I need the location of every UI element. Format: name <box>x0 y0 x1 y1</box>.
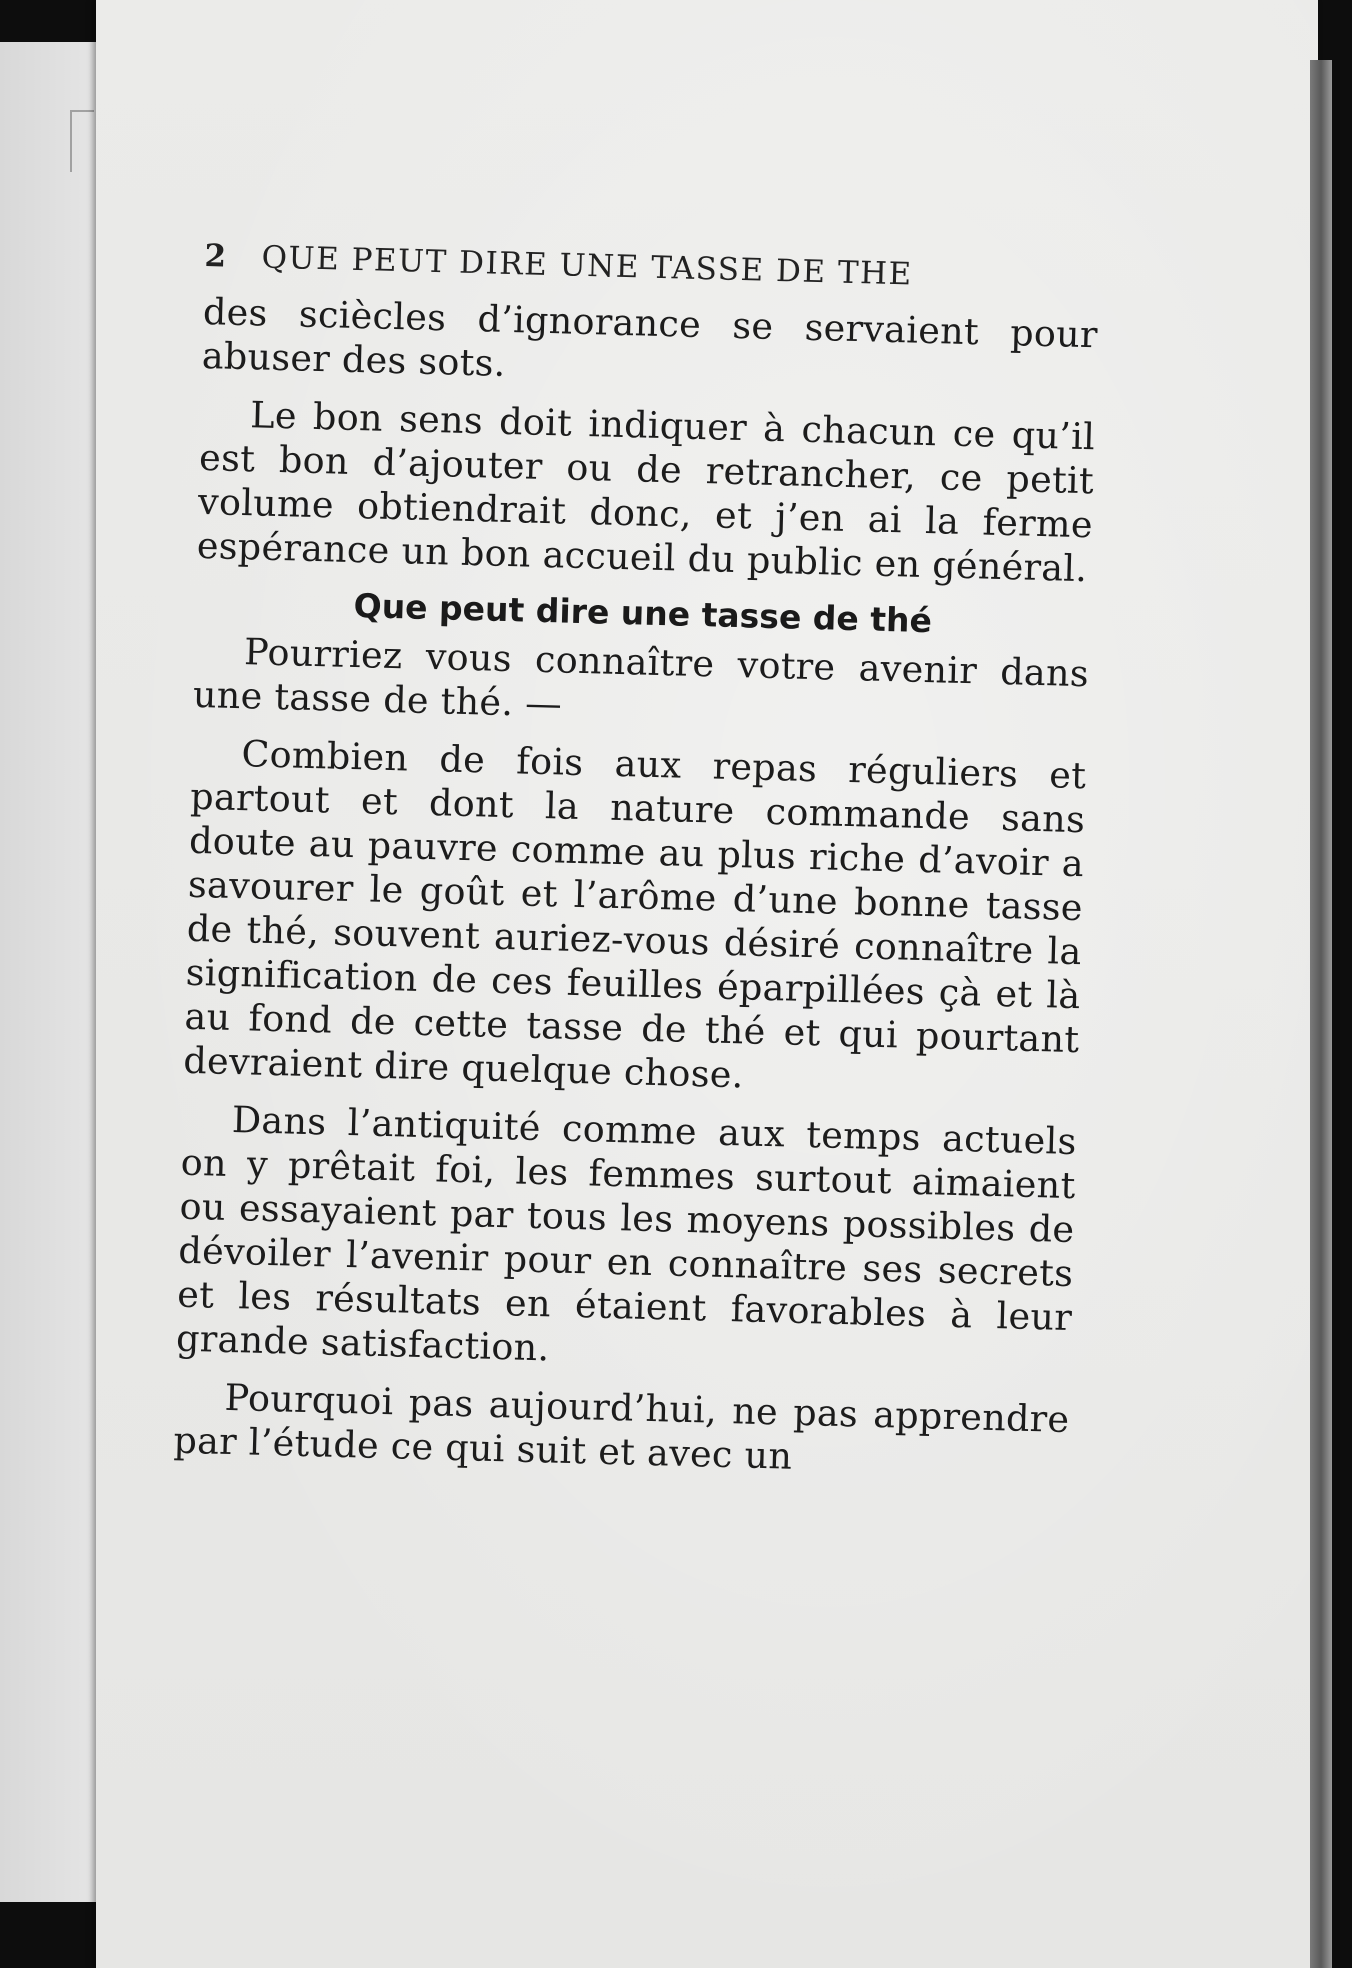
page-number: 2 <box>204 238 229 275</box>
page-edge-strip <box>1310 60 1332 1968</box>
paragraph: Combien de fois aux repas réguliers et partout et dont la nature commande sans doute au pauvre comme au plus riche d’avoir a savourer le goût et l’arôme d’une bonne tasse de thé, souvent auriez-vous désiré connaître la signification de ces feuilles éparpillées çà et là au fond de cette tasse de thé et qui pourtant devraient dire quelque chose. <box>182 732 1087 1097</box>
margin-mark <box>70 110 94 172</box>
paragraph: Le bon sens doit indiquer à chacun ce qu’il est bon d’ajouter ou de retrancher, ce petit volume obtiendrait donc, et j’en ai la ferme espérance un bon accueil du public en général. <box>196 393 1096 591</box>
paragraph: des sciècles d’ignorance se servaient pour abuser des sots. <box>201 289 1099 385</box>
paragraph: Pourquoi pas aujourd’hui, ne pas apprendre par l’étude ce qui suit et avec un <box>172 1375 1070 1478</box>
running-title: QUE PEUT DIRE UNE TASSE DE THE <box>261 239 914 293</box>
paragraph: Pourriez vous connaître votre avenir dans une tasse de thé. — <box>192 630 1090 726</box>
page-text-block <box>173 238 1100 1500</box>
section-heading: Que peut dire une tasse de thé <box>353 586 933 641</box>
paragraph: Dans l’antiquité comme aux temps actuels on y prêtait foi, les femmes surtout aimaient ou essayaient par tous les moyens possibles de dévoiler l’avenir pour en connaître ses secrets et les résultats en étaient favorables à leur grande satisfaction. <box>175 1098 1078 1370</box>
